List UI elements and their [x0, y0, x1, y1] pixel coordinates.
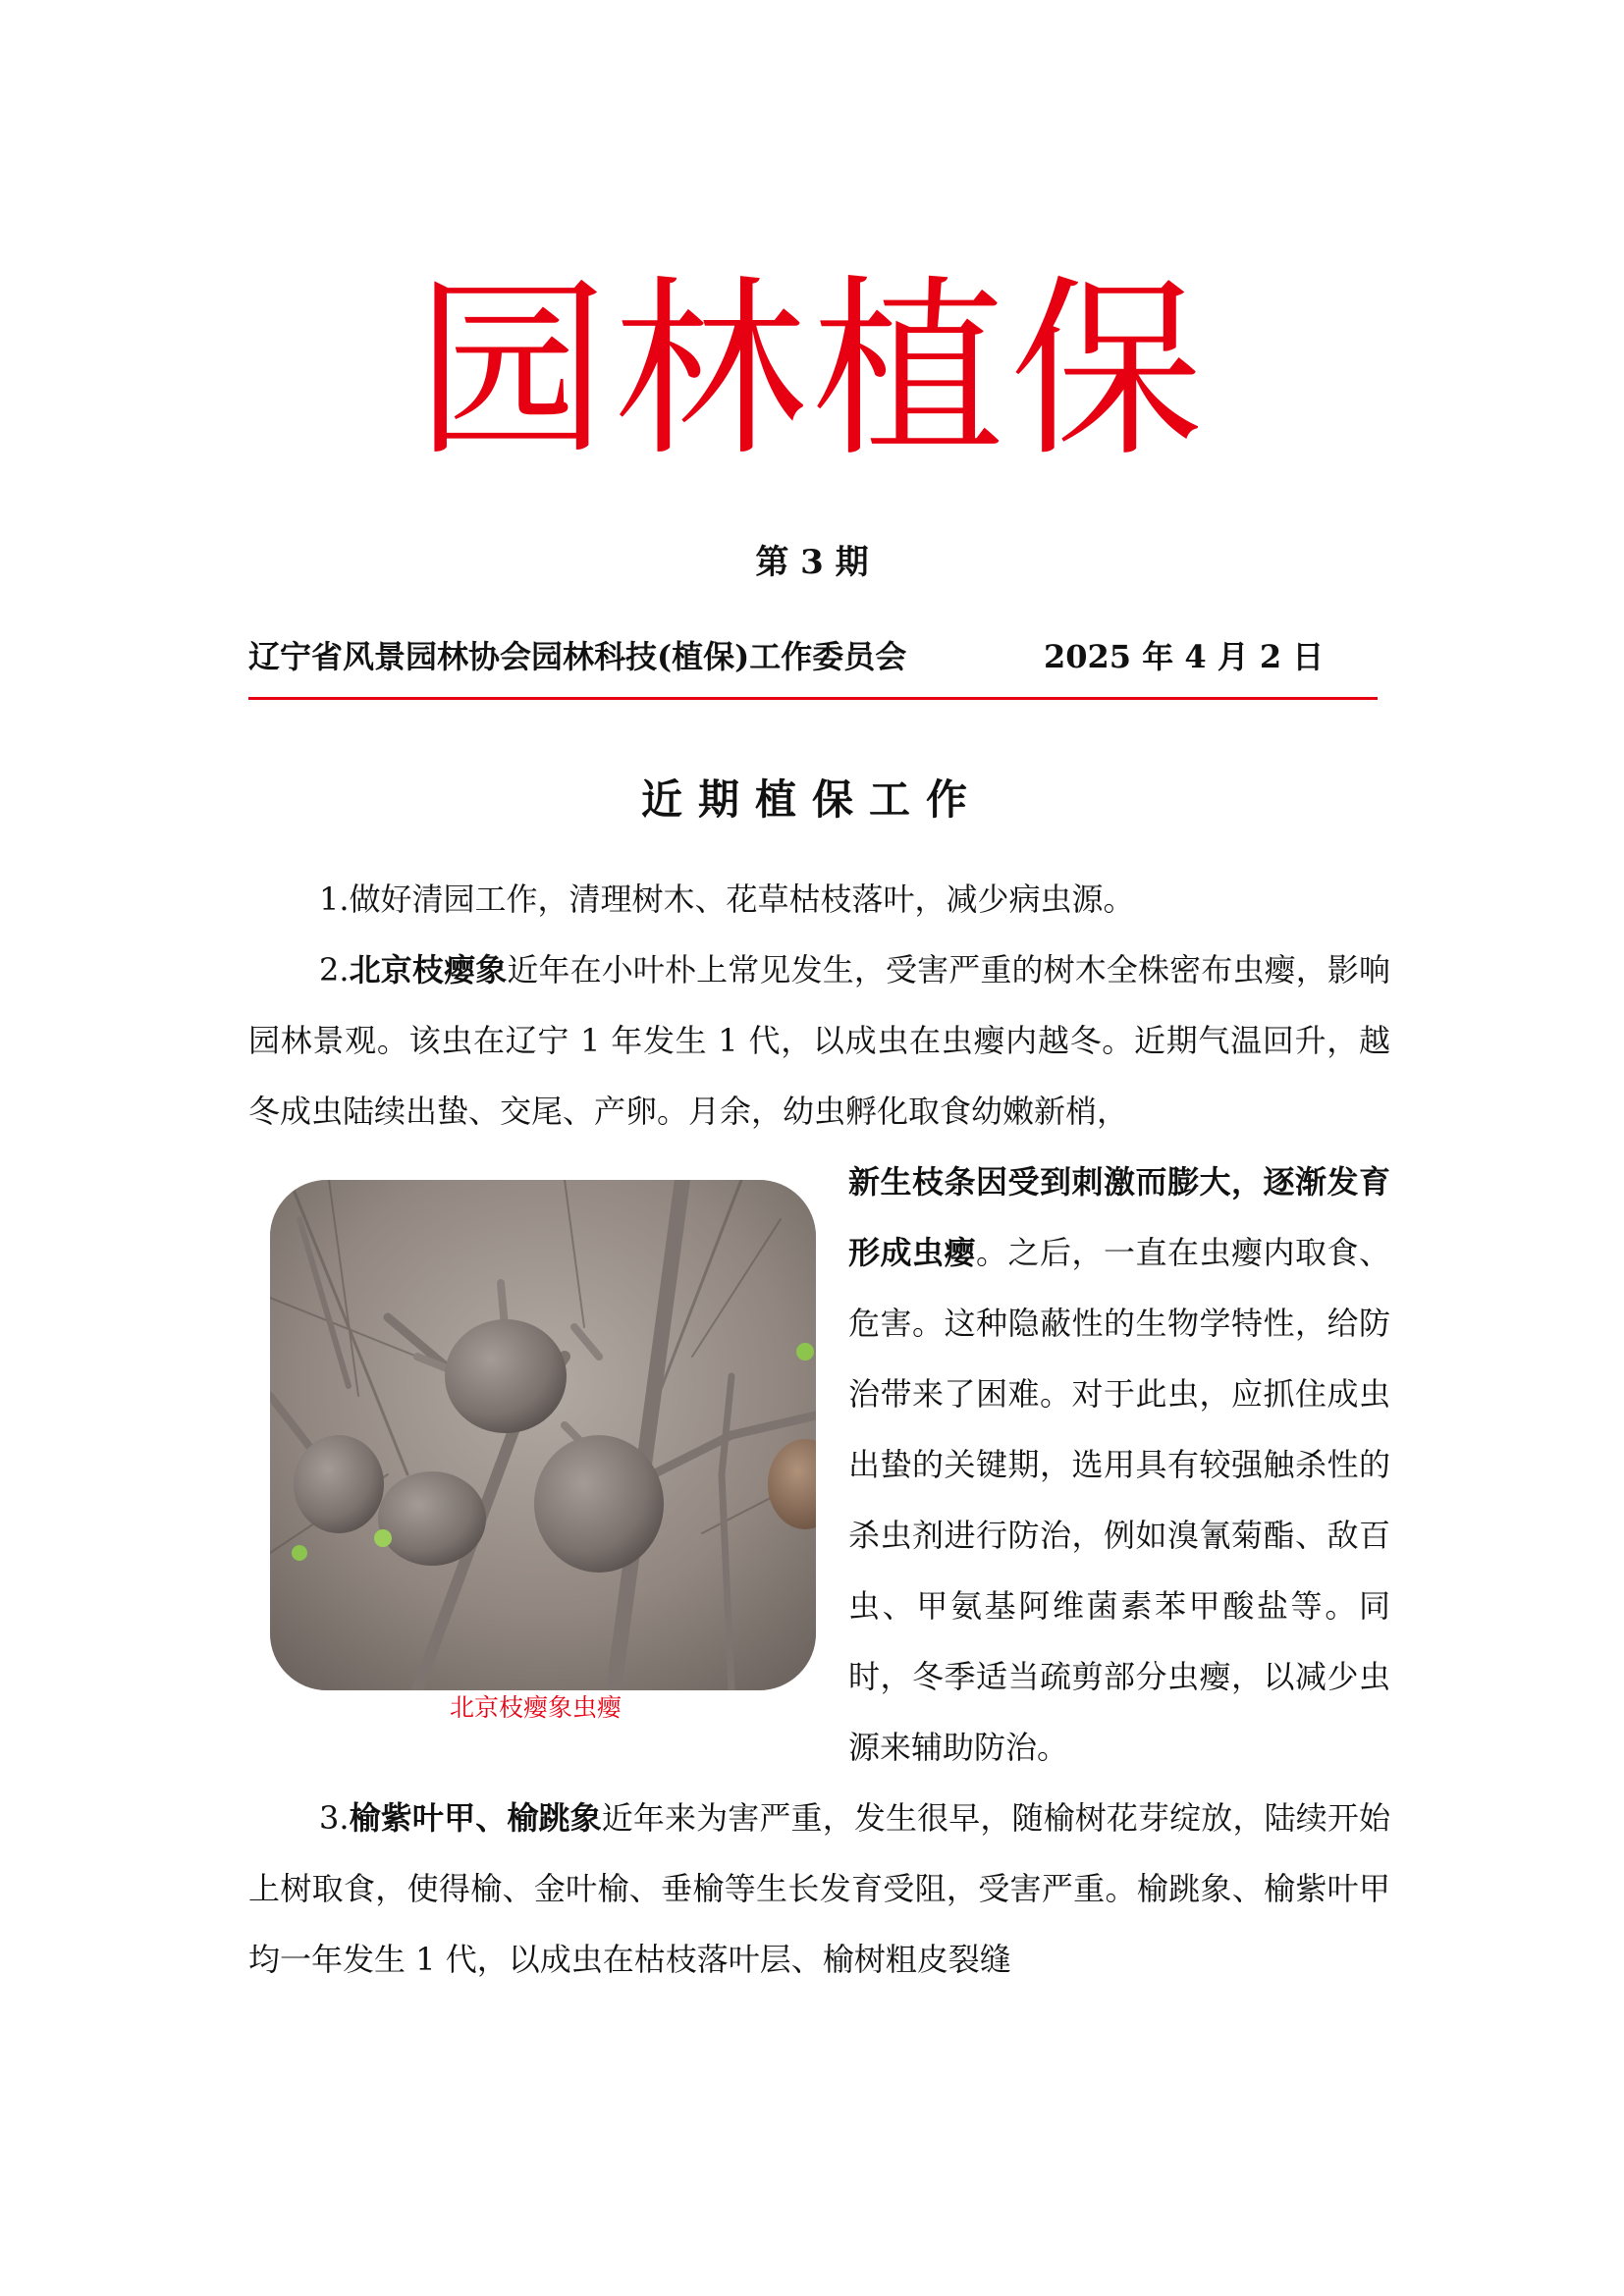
header-divider — [248, 697, 1378, 700]
gall-figure — [248, 1148, 823, 1722]
publisher-org: 辽宁省风景园林协会园林科技(植保)工作委员会 — [248, 638, 907, 675]
article-body — [248, 864, 1390, 1995]
publish-date: 2025 年 4 月 2 日 — [1044, 638, 1325, 675]
section-title: 近期植保工作 — [640, 775, 983, 824]
issue-number: 第 3 期 — [755, 543, 869, 582]
paragraph-item-2 — [248, 934, 1390, 1147]
item-2-emphasis: 新生枝条因受到刺激而膨大，逐渐发育形成虫瘿 — [848, 1163, 1390, 1271]
publisher-line — [248, 632, 1378, 681]
figure-caption: 北京枝瘿象虫瘿 — [449, 1693, 622, 1722]
item-2-text-a: 近年在小叶朴上常见发生，受害严重的树木全株密布虫瘿，影响园林景观。该虫在辽宁 1 年发生 1 代，以成虫在虫瘿内越冬。近期气温回升，越冬成虫陆续出蛰、交尾、产卵。月余，幼虫孵化取食幼嫩新梢， — [248, 951, 1390, 1130]
item-2-text-b: 。之后，一直在虫瘿内取食、危害。这种隐蔽性的生物学特性，给防治带来了困难。对于此虫，应抓住成虫出蛰的关键期，选用具有较强触杀性的杀虫剂进行防治，例如溴氰菊酯、敌百虫、甲氨基阿维菌素苯甲酸盐等。同时，冬季适当疏剪部分虫瘿，以减少虫源来辅助防治。 — [848, 1234, 1390, 1766]
masthead-title: 园林植保 — [414, 259, 1209, 483]
item-3-pest-name: 榆紫叶甲、榆跳象 — [349, 1799, 602, 1837]
item-3-number: 3. — [319, 1799, 350, 1837]
item-3-text: 近年来为害严重，发生很早，随榆树花芽绽放，陆续开始上树取食，使得榆、金叶榆、垂榆等生长发育受阻，受害严重。榆跳象、榆紫叶甲均一年发生 1 代，以成虫在枯枝落叶层、榆树粗皮裂缝 — [248, 1799, 1390, 1978]
paragraph-item-3 — [248, 1783, 1390, 1995]
gall-photo — [270, 1180, 816, 1690]
item-2-pest-name: 北京枝瘿象 — [349, 951, 508, 988]
item-2-number: 2. — [319, 951, 350, 988]
paragraph-item-1: 1.做好清园工作，清理树木、花草枯枝落叶，减少病虫源。 — [319, 881, 1135, 918]
